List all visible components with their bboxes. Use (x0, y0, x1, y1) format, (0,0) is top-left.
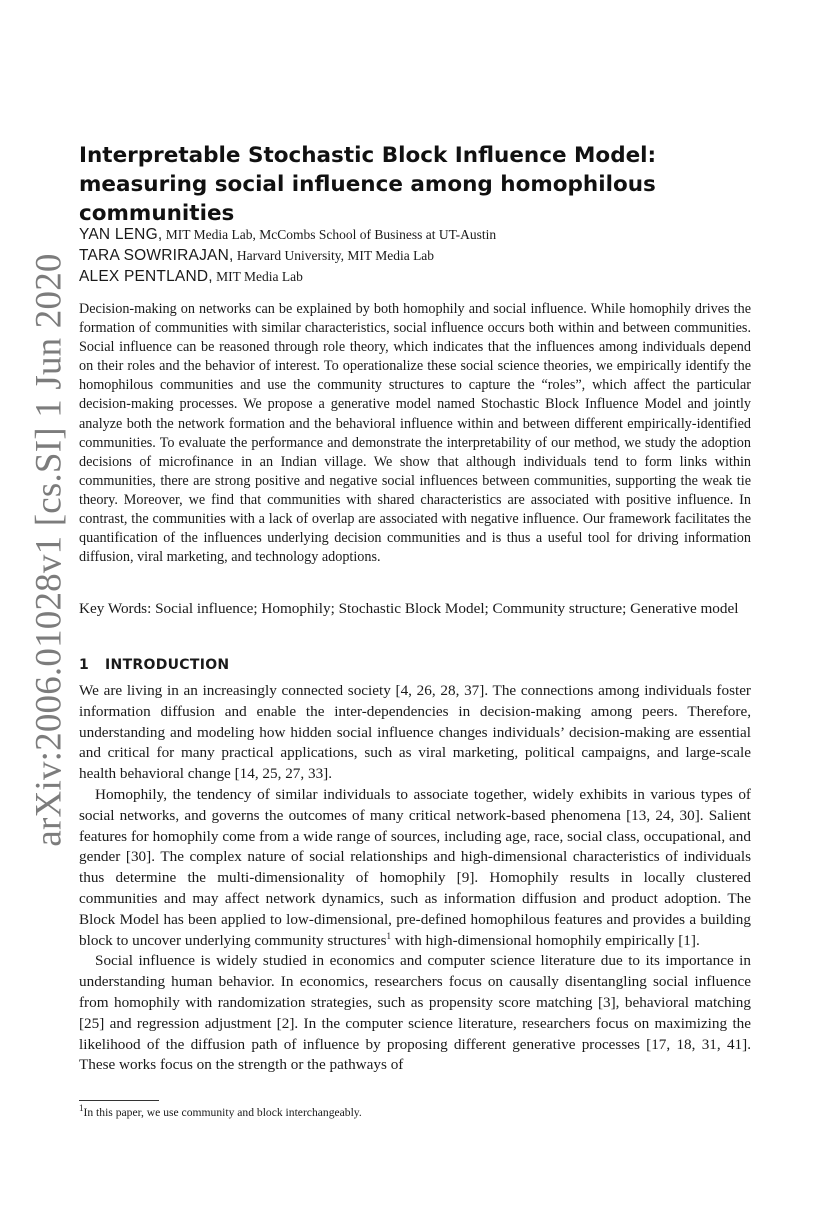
footnote-reference[interactable]: 1 (386, 930, 391, 941)
introduction-body (79, 681, 751, 1076)
footnote (79, 1105, 751, 1120)
author-affiliation: MIT Media Lab, McCombs School of Business at UT-Austin (162, 227, 497, 242)
author-entry (79, 224, 759, 245)
author-name: ALEX PENTLAND, (79, 268, 213, 285)
author-entry (79, 245, 759, 266)
author-name: TARA SOWRIRAJAN, (79, 247, 234, 264)
arxiv-identifier-text: arXiv:2006.01028v1 [cs.SI] 1 Jun 2020 (28, 253, 70, 847)
paragraph-text: with high-dimensional homophily empirically [1]. (390, 931, 700, 949)
author-affiliation: Harvard University, MIT Media Lab (233, 248, 435, 263)
footnote-text: In this paper, we use community and block interchangeably. (83, 1106, 362, 1119)
author-entry (79, 266, 759, 287)
section-number: 1 (79, 657, 90, 673)
section-title: INTRODUCTION (105, 657, 230, 673)
footnote-mark: 1 (79, 1103, 84, 1114)
author-list (79, 224, 759, 287)
abstract: Decision-making on networks can be explained by both homophily and social influence. While homophily drives the formation of communities with similar characteristics, social influence occurs both within and between communities. Social influence can be reasoned through role theory, which indicates that the influences among individuals depend on their roles and the behavior of interest. To operationalize these social science theories, we empirically identify the homophilous communities and use the community structures to capture the “roles”, which affect the particular decision-making processes. We propose a generative model named Stochastic Block Influence Model and jointly analyze both the network formation and the behavioral influence within and between different empirically-identified communities. To evaluate the performance and demonstrate the interpretability of our method, we study the adoption decisions of microfinance in an Indian village. We show that although individuals tend to form links within communities, there are strong positive and negative social influences between communities, supporting the weak tie theory. Moreover, we find that communities with shared characteristics are associated with positive influence. In contrast, the communities with a lack of overlap are associated with negative influence. Our framework facilitates the quantification of the influences underlying decision communities and is thus a useful tool for driving information diffusion, viral marketing, and technology adoptions. (79, 301, 751, 566)
arxiv-identifier-stamp (28, 253, 70, 847)
paragraph-text: Homophily, the tendency of similar individuals to associate together, widely exhibits in various types of social networks, and governs the outcomes of many critical network-based phenomena [13, 24, 30]. Salient features for homophily come from a wide range of sources, including age, race, social class, occupational, and gender [30]. The complex nature of social relationships and high-dimensional characteristics of individuals thus determine the multi-dimensionality of homophily [9]. Homophily results in locally clustered communities and may affect network dynamics, such as information diffusion and product adoption. The Block Model has been applied to low-dimensional, pre-defined homophilous features and provides a building block to uncover underlying community structures (79, 785, 751, 949)
paragraph: Social influence is widely studied in economics and computer science literature due to its importance in understanding human behavior. In economics, researchers focus on causally disentangling social influence from homophily with randomization strategies, such as propensity score matching [3], behavioral matching [25] and regression adjustment [2]. In the computer science literature, researchers focus on maximizing the likelihood of the diffusion path of influence by proposing different generative processes [17, 18, 31, 41]. These works focus on the strength or the pathways of (79, 952, 751, 1074)
paper-title: Interpretable Stochastic Block Influence Model: measuring social influence among homophilous communities (79, 143, 657, 226)
section-heading (79, 657, 229, 673)
footnote-divider (79, 1100, 159, 1101)
author-affiliation: MIT Media Lab (212, 269, 303, 284)
keywords: Key Words: Social influence; Homophily; Stochastic Block Model; Community structure; Generative model (79, 600, 739, 617)
paragraph (79, 785, 751, 951)
author-name: YAN LENG, (79, 226, 163, 243)
paragraph: We are living in an increasingly connected society [4, 26, 28, 37]. The connections among individuals foster information diffusion and enable the inter-dependencies in decision-making among peers. Therefore, understanding and modeling how hidden social influence changes individuals’ decision-making are essential and critical for many practical applications, such as viral marketing, political campaigns, and large-scale health behavioral change [14, 25, 27, 33]. (79, 682, 751, 783)
